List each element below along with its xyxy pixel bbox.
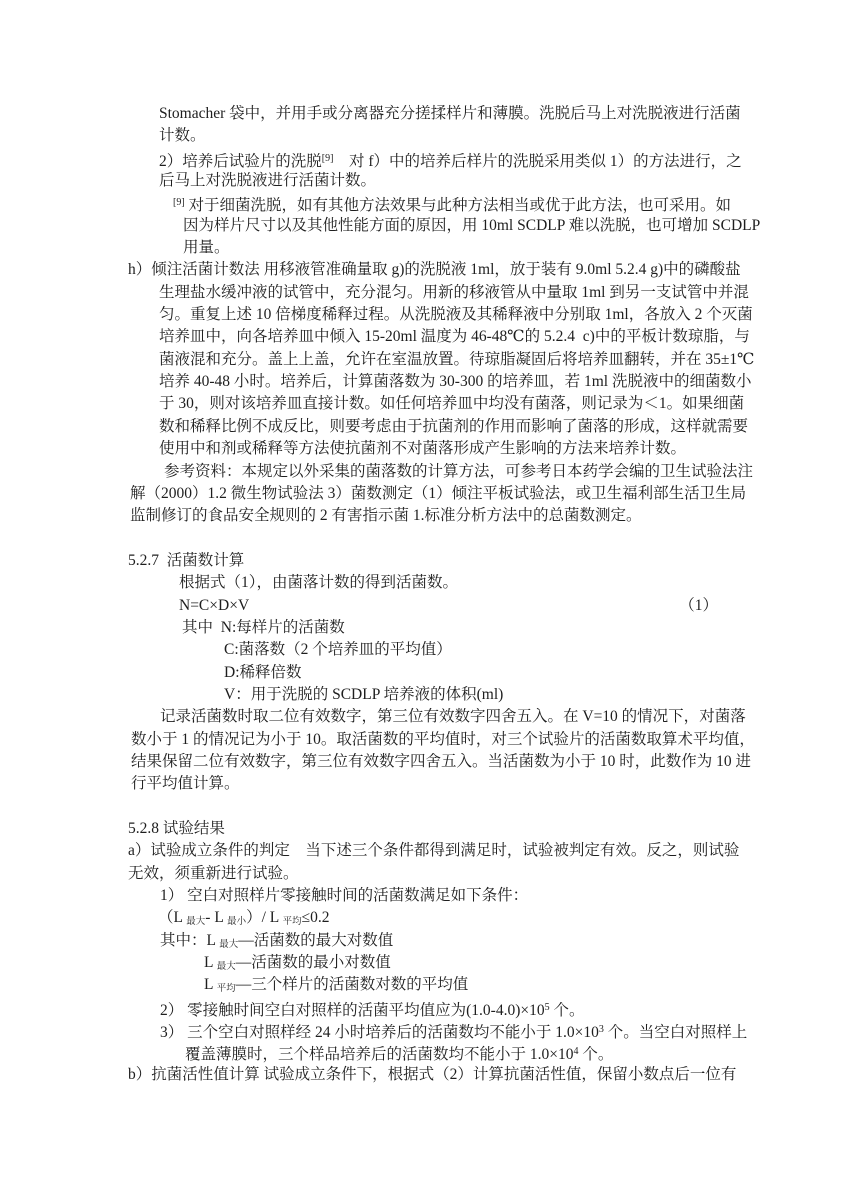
text-segment: 因为样片尺寸以及其他性能方面的原因，用 10ml SCDLP 难以洗脱，也可增加 SCDLP — [183, 216, 761, 234]
text-segment: 1） 空白对照样片零接触时间的活菌数满足如下条件： — [160, 887, 529, 905]
para-1-wash-line — [159, 103, 740, 125]
text-segment: 根据式（1），由菌落计数的得到活菌数。 — [179, 574, 459, 592]
text-segment: C:菌落数（2 个培养皿的平均值） — [224, 641, 452, 659]
item-h-pour-plate-line — [159, 393, 745, 415]
condition-1-formula — [158, 907, 740, 929]
text-segment: 解（2000）1.2 微生物试验法 3）菌数测定（1）倾注平板试验法，或卫生福利部生活卫生局 — [130, 484, 747, 502]
subscript-text: 平均 — [216, 984, 236, 995]
text-segment: 2） 零接触时间空白对照样的活菌平均值应为(1.0-4.0)×10 — [160, 1001, 545, 1019]
condition-3-line — [160, 1019, 748, 1042]
text-segment: 于 30，则对该培养皿直接计数。如任何培养皿中均没有菌落，则记录为＜1。如果细菌 — [159, 395, 745, 413]
text-segment: 使用中和剂或稀释等方法使抗菌剂不对菌落形成产生影响的方法来培养计数。 — [159, 440, 687, 458]
subscript-text: 最大 — [216, 962, 236, 973]
footnote-9-line — [183, 215, 761, 237]
item-2-elution-line — [159, 170, 740, 192]
item-h-pour-plate-line — [128, 259, 740, 281]
text-segment: 菌液混和充分。盖上上盖，允许在室温放置。待琼脂凝固后将培养皿翻转，并在 35±1℃ — [159, 350, 755, 368]
text-segment: 其中：L — [160, 931, 220, 949]
text-segment: （L — [158, 909, 187, 927]
item-a-validity-line — [128, 840, 740, 862]
text-segment: ）/ L — [246, 909, 283, 927]
section-5-2-7-line — [131, 751, 752, 773]
text-segment: a）试验成立条件的判定 当下述三个条件都得到满足时，试验被判定有效。反之，则试验 — [128, 842, 740, 860]
item-h-pour-plate-line — [159, 416, 749, 438]
subscript-text: 平均 — [282, 917, 302, 928]
equation-number: （1） — [679, 596, 718, 614]
superscript-text: [9] — [173, 197, 185, 209]
text-segment: 生理盐水缓冲液的试管中，充分混匀。用新的移液管从中量取 1ml 到另一支试管中并混 — [159, 283, 749, 301]
text-segment: 记录活菌数时取二位有效数字，第三位有效数字四舍五入。在 V=10 的情况下，对菌落 — [160, 708, 746, 726]
subscript-text: 最大 — [219, 939, 239, 950]
text-segment: 个。当空白对照样上 — [603, 1024, 748, 1042]
para-1-wash-line — [159, 125, 740, 147]
text-segment: ≤0.2 — [301, 909, 330, 927]
item-h-pour-plate-line — [159, 304, 753, 326]
reference-note-line — [130, 483, 747, 505]
text-segment: —三个样片的活菌数对数的平均值 — [235, 976, 469, 994]
equation-1 — [179, 595, 740, 617]
equation-term-line — [224, 662, 740, 684]
text-segment: 其中 N:每样片的活菌数 — [182, 618, 345, 636]
section-heading-5-2-8 — [128, 818, 740, 840]
text-segment: h）倾注活菌计数法 用移液管准确量取 g)的洗脱液 1ml，放于装有 9.0ml 5.2.4 g)中的磷酸盐 — [128, 261, 741, 279]
condition-2-line — [160, 997, 740, 1019]
text-segment: 个。 — [578, 1046, 614, 1064]
text-segment: 监制修订的食品安全规则的 2 有害指示菌 1.标准分析方法中的总菌数测定。 — [130, 507, 642, 525]
text-segment: 计数。 — [159, 127, 206, 145]
text-segment: 个。 — [549, 1001, 585, 1019]
text-segment: L — [204, 954, 217, 972]
subscript-text: 最大 — [186, 917, 206, 928]
text-segment: 覆盖薄膜时，三个样品培养后的活菌数均不能小于 1.0×10 — [185, 1046, 574, 1064]
equation-term-line — [224, 684, 740, 706]
text-segment: —活菌数的最小对数值 — [235, 954, 391, 972]
text-segment: N=C×D×V — [179, 596, 250, 614]
superscript-text: 4 — [573, 1046, 579, 1058]
text-segment: 数小于 1 的情况记为小于 10。取活菌数的平均值时，对三个试验片的活菌数取算术平均值， — [131, 730, 755, 748]
section-5-2-7-line — [179, 572, 740, 594]
text-segment: 匀。重复上述 10 倍梯度稀释过程。从洗脱液及其稀释液中分别取 1ml，各放入 2 个灭菌 — [159, 306, 753, 324]
text-segment: 用量。 — [183, 239, 230, 257]
text-segment: b）抗菌活性值计算 试验成立条件下，根据式（2）计算抗菌活性值，保留小数点后一位有 — [128, 1065, 737, 1083]
condition-1-line — [160, 885, 740, 907]
text-segment: 3） 三个空白对照样经 24 小时培养后的活菌数均不能小于 1.0×10 — [160, 1024, 599, 1042]
text-segment: - L — [205, 909, 228, 927]
item-h-pour-plate-line — [159, 371, 752, 393]
text-segment: 培养 40-48 小时。培养后，计算菌落数为 30-300 的培养皿，若 1ml 洗脱液中的细菌数小 — [159, 373, 752, 391]
section-heading-5-2-7 — [128, 550, 740, 572]
document-page — [0, 103, 761, 1086]
text-segment: L — [204, 976, 217, 994]
item-2-elution-line — [159, 148, 740, 170]
subscript-text: 最小 — [227, 917, 247, 928]
item-b-activity-line — [128, 1064, 740, 1086]
item-h-pour-plate-line — [159, 326, 750, 348]
text-segment: V：用于洗脱的 SCDLP 培养液的体积(ml) — [224, 685, 504, 703]
text-segment: 2）培养后试验片的洗脱 — [159, 152, 322, 170]
superscript-text: [9] — [321, 152, 334, 164]
reference-note-line — [164, 461, 754, 483]
text-segment: 数和稀释比例不成反比，则要考虑由于抗菌剂的作用而影响了菌落的形成，这样就需要 — [159, 417, 749, 435]
superscript-text: 3 — [598, 1024, 604, 1036]
blank-line — [0, 528, 740, 550]
equation-term-line — [182, 617, 740, 639]
blank-line — [0, 796, 740, 818]
item-h-pour-plate-line — [159, 282, 749, 304]
text-segment: Stomacher 袋中，并用手或分离器充分搓揉样片和薄膜。洗脱后马上对洗脱液进行活菌 — [159, 105, 741, 122]
text-segment: 5.2.8 试验结果 — [128, 820, 225, 837]
section-5-2-7-line — [160, 706, 746, 728]
text-segment: —活菌数的最大对数值 — [238, 931, 394, 949]
equation-term-line — [224, 639, 740, 661]
item-a-validity-line — [128, 863, 740, 885]
formula-term-line — [204, 952, 740, 974]
formula-term-line — [204, 974, 740, 996]
text-segment: 行平均值计算。 — [131, 775, 240, 793]
section-5-2-7-line — [131, 729, 755, 751]
text-segment: 对 f）中的培养后样片的洗脱采用类似 1）的方法进行，之 — [333, 152, 742, 170]
text-segment: 参考资料：本规定以外采集的菌落数的计算方法，可参考日本药学会编的卫生试验法注 — [164, 462, 754, 480]
text-segment: 5.2.7 活菌数计算 — [128, 551, 245, 569]
footnote-9-line — [183, 237, 740, 259]
text-segment: 结果保留二位有效数字，第三位有效数字四舍五入。当活菌数为小于 10 时，此数作为 10 进 — [131, 752, 752, 770]
text-segment: 对于细菌洗脱，如有其他方法效果与此种方法相当或优于此方法，也可采用。如 — [184, 197, 732, 215]
condition-3-line — [185, 1041, 740, 1063]
text-segment: 后马上对洗脱液进行活菌计数。 — [159, 172, 377, 190]
item-h-pour-plate-line — [159, 349, 755, 371]
reference-note-line — [130, 505, 740, 527]
formula-term-line — [160, 930, 740, 952]
superscript-text: 5 — [544, 1001, 550, 1013]
text-segment: 培养皿中，向各培养皿中倾入 15-20ml 温度为 46-48℃的 5.2.4 c)中的平板计数琼脂，与 — [159, 328, 750, 346]
item-h-pour-plate-line — [159, 438, 740, 460]
text-segment: D:稀释倍数 — [224, 663, 302, 681]
section-5-2-7-line — [131, 773, 740, 795]
footnote-9-line — [173, 192, 740, 214]
text-segment: 无效，须重新进行试验。 — [128, 864, 299, 882]
